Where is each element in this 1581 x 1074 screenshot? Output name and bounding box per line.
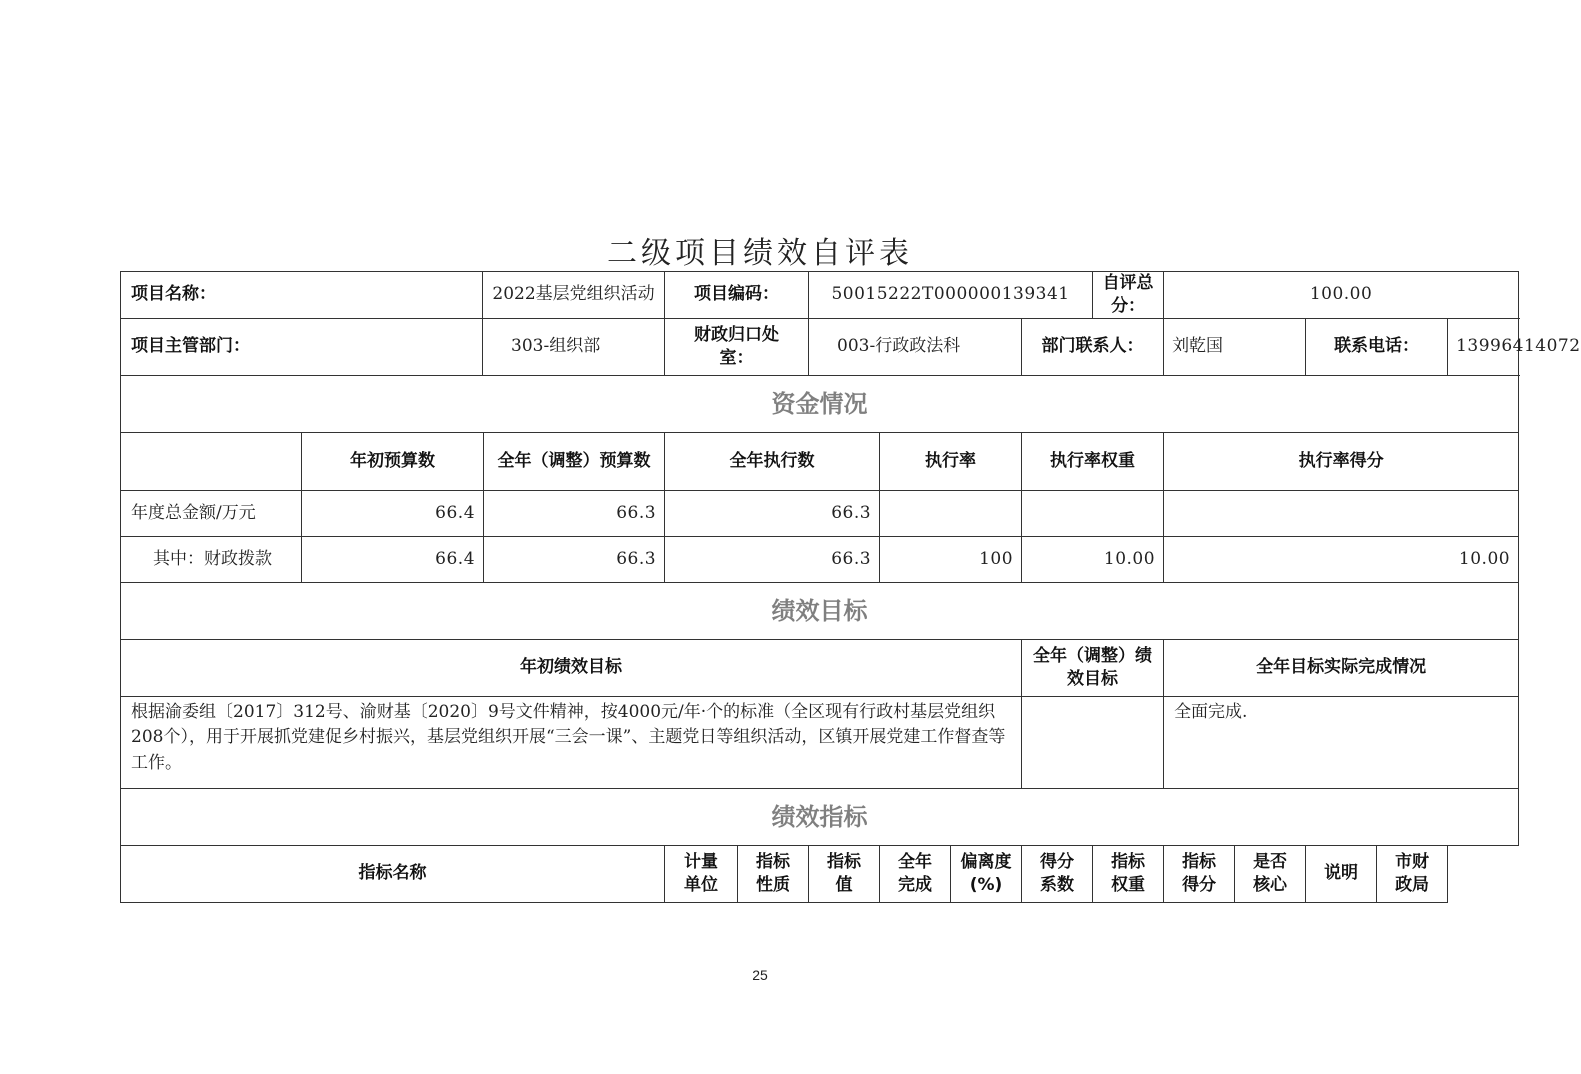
- indicator-header-unit: 计量单位: [665, 845, 738, 902]
- project-code-value: 50015222T000000139341: [809, 272, 1093, 319]
- funds-cell: 66.4: [302, 536, 484, 582]
- indicator-header-value: 指标值: [809, 845, 880, 902]
- project-name-label: 项目名称：: [121, 272, 483, 319]
- funds-cell: [880, 490, 1022, 536]
- funds-cell: 66.3: [484, 490, 665, 536]
- funds-section-title: 资金情况: [121, 375, 1519, 432]
- info-row-2: [121, 318, 1519, 375]
- goals-header-row: [121, 639, 1519, 696]
- goals-header-actual: 全年目标实际完成情况: [1164, 639, 1519, 696]
- funds-cell: 10.00: [1022, 536, 1164, 582]
- funds-header-row: [121, 432, 1519, 490]
- indicator-header-core: 是否核心: [1235, 845, 1306, 902]
- goals-header-initial: 年初绩效目标: [121, 639, 1022, 696]
- self-score-value: 100.00: [1164, 272, 1519, 319]
- funds-cell: 66.3: [665, 536, 880, 582]
- funds-header-blank: [121, 432, 302, 490]
- indicator-header-note: 说明: [1306, 845, 1377, 902]
- indicator-header-completed: 全年完成: [880, 845, 951, 902]
- funds-header-initial-budget: 年初预算数: [302, 432, 484, 490]
- phone-value: 13996414072: [1448, 318, 1519, 375]
- indicator-header-name: 指标名称: [121, 845, 665, 902]
- funds-header-adjusted-budget: 全年（调整）预算数: [484, 432, 665, 490]
- goals-header-adjusted: 全年（调整）绩效目标: [1022, 639, 1164, 696]
- funds-cell: 100: [880, 536, 1022, 582]
- funds-header-exec-rate: 执行率: [880, 432, 1022, 490]
- goals-content-row: [121, 696, 1519, 788]
- funds-cell: 66.4: [302, 490, 484, 536]
- contact-value: 刘乾国: [1164, 318, 1306, 375]
- goals-adjusted-text: [1022, 696, 1164, 788]
- indicator-header-city-finance: 市财政局: [1377, 845, 1448, 902]
- phone-label: 联系电话：: [1306, 318, 1448, 375]
- funds-cell: 66.3: [484, 536, 665, 582]
- funds-row-label: 其中：财政拨款: [121, 536, 302, 582]
- finance-office-label: 财政归口处室：: [665, 318, 809, 375]
- funds-header-exec-weight: 执行率权重: [1022, 432, 1164, 490]
- goals-initial-text: 根据渝委组〔2017〕312号、渝财基〔2020〕9号文件精神，按4000元/年·个的标准（全区现有行政村基层党组织208个），用于开展抓党建促乡村振兴，基层党组织开展“三会一课”、主题党日等组织活动，区镇开展党建工作督查等工作。: [121, 696, 1022, 788]
- indicator-header-nature: 指标性质: [738, 845, 809, 902]
- finance-office-value: 003-行政政法科: [809, 318, 1022, 375]
- contact-label: 部门联系人：: [1022, 318, 1164, 375]
- page-number: 25: [752, 967, 768, 983]
- funds-cell: 10.00: [1164, 536, 1519, 582]
- evaluation-table: [120, 271, 1581, 903]
- indicator-header-deviation: 偏离度(%): [951, 845, 1022, 902]
- funds-cell: [1164, 490, 1519, 536]
- indicators-section-title: 绩效指标: [121, 788, 1519, 845]
- funds-row-label: 年度总金额/万元: [121, 490, 302, 536]
- page-title: 二级项目绩效自评表: [607, 236, 913, 271]
- goals-actual-text: 全面完成.: [1164, 696, 1519, 788]
- self-score-label: 自评总分：: [1093, 272, 1164, 319]
- goals-section-title: 绩效目标: [121, 582, 1519, 639]
- indicators-header-row: [121, 845, 1519, 902]
- indicator-header-score: 指标得分: [1164, 845, 1235, 902]
- project-name-value: 2022基层党组织活动: [483, 272, 665, 319]
- funds-header-executed: 全年执行数: [665, 432, 880, 490]
- project-code-label: 项目编码：: [665, 272, 809, 319]
- dept-label: 项目主管部门：: [121, 318, 483, 375]
- indicator-header-coefficient: 得分系数: [1022, 845, 1093, 902]
- funds-header-exec-score: 执行率得分: [1164, 432, 1519, 490]
- funds-row-total: [121, 490, 1519, 536]
- funds-cell: 66.3: [665, 490, 880, 536]
- funds-row-fiscal: [121, 536, 1519, 582]
- funds-cell: [1022, 490, 1164, 536]
- info-row-1: [121, 272, 1519, 319]
- indicator-header-weight: 指标权重: [1093, 845, 1164, 902]
- dept-value: 303-组织部: [483, 318, 665, 375]
